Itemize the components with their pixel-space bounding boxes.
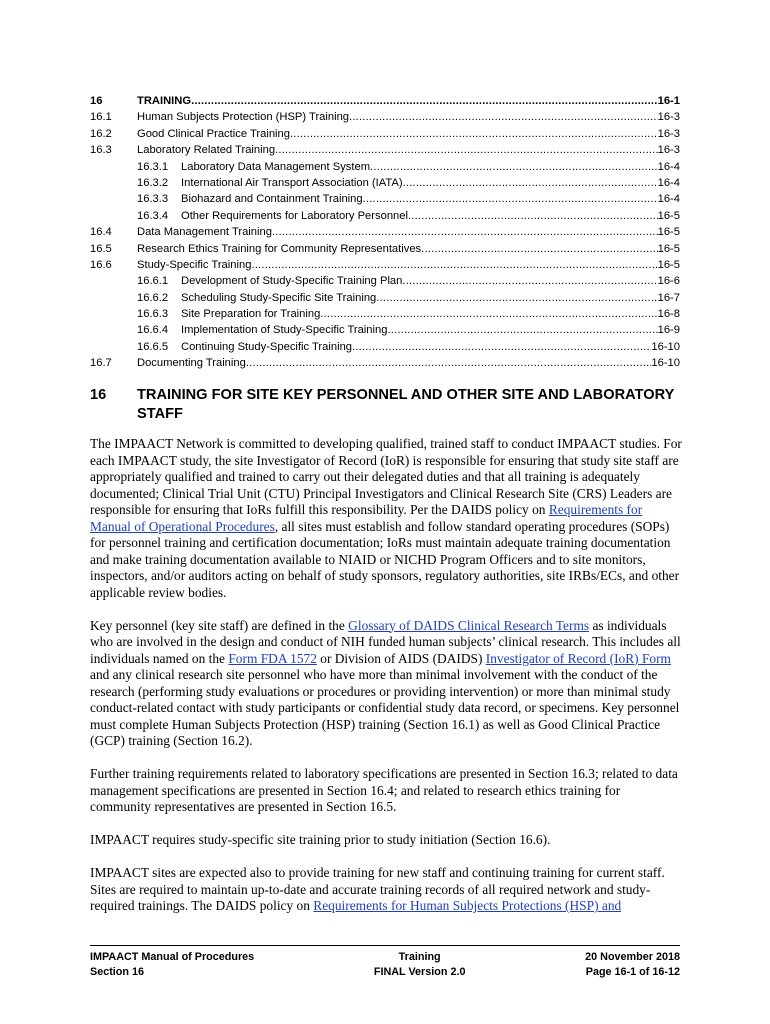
paragraph-2 <box>90 618 682 750</box>
toc-page: 16-9 <box>657 324 680 337</box>
toc-number: 16.6.1 <box>137 275 169 288</box>
text-run: and any clinical research site personnel who have more than minimal involvement with the conduct of the research (performing study evaluations or procedures or providing intervention) or more than minimal study conduct-related contact with study participants or confidential study data record, or specimens. Key personnel must complete Human Subjects Protection (HSP) training (Section 16.1) as well as Good Clinical Practice (GCP) training (Section 16.2). <box>90 667 680 748</box>
toc-leader <box>320 306 657 322</box>
toc-page: 16-5 <box>657 242 680 255</box>
toc-leader <box>376 290 657 306</box>
footer-page-number: Page 16-1 of 16-12 <box>585 965 680 978</box>
toc-number: 16.6.5 <box>137 340 169 353</box>
toc-leader <box>275 142 658 158</box>
toc-page: 16-10 <box>651 340 680 353</box>
toc-title: Continuing Study-Specific Training <box>181 340 353 353</box>
toc-row-16[interactable] <box>90 93 680 109</box>
toc-title: Human Subjects Protection (HSP) Training <box>137 111 350 124</box>
section-number: 16 <box>90 387 107 403</box>
toc-page: 16-5 <box>657 258 680 271</box>
footer-date: 20 November 2018 <box>585 951 680 963</box>
toc-number: 16.3.1 <box>137 160 169 173</box>
footer-left <box>90 950 254 979</box>
toc-leader <box>272 224 658 240</box>
toc-number: 16.1 <box>90 111 112 124</box>
toc-leader <box>402 273 657 289</box>
toc-number: 16.6.3 <box>137 308 169 321</box>
toc-title: Scheduling Study-Specific Site Training <box>181 291 377 304</box>
toc-row-16-3-4[interactable] <box>90 208 680 224</box>
toc-row-16-3-3[interactable] <box>90 191 680 207</box>
toc-title: Biohazard and Containment Training <box>181 193 363 206</box>
link-form-fda-1572[interactable]: Form FDA 1572 <box>228 650 317 666</box>
footer-center <box>374 950 466 979</box>
toc-title: Data Management Training <box>137 226 272 239</box>
toc-leader <box>363 191 658 207</box>
footer-right <box>585 950 680 979</box>
toc-leader <box>246 355 652 371</box>
toc-leader <box>352 339 651 355</box>
table-of-contents <box>90 93 680 372</box>
toc-row-16-6-1[interactable] <box>90 273 680 289</box>
paragraph-1 <box>90 436 682 601</box>
toc-number: 16.3 <box>90 144 112 157</box>
text-run: The IMPAACT Network is committed to developing qualified, trained staff to conduct IMPAACT studies. For each IMPAACT study, the site Investigator of Record (IoR) is responsible for ensuring that study site staff are appropriately qualified and trained to carry out their delegated duties and that all training is adequately documented; Clinical Trial Unit (CTU) Principal Investigators and Clinical Research Site (CRS) Leaders are responsible for ensuring that IoRs fulfill this responsibility. Per the DAIDS policy on <box>90 436 682 517</box>
toc-page: 16-7 <box>657 291 680 304</box>
toc-page: 16-3 <box>657 127 680 140</box>
toc-title: Other Requirements for Laboratory Personnel <box>181 209 408 222</box>
toc-page: 16-5 <box>657 226 680 239</box>
toc-leader <box>349 109 658 125</box>
paragraph-5 <box>90 865 682 915</box>
toc-number: 16.2 <box>90 127 112 140</box>
toc-title: Research Ethics Training for Community Representatives <box>137 242 422 255</box>
toc-title: Good Clinical Practice Training <box>137 127 290 140</box>
footer-topic: Training <box>398 951 441 963</box>
toc-row-16-5[interactable] <box>90 241 680 257</box>
toc-row-16-7[interactable] <box>90 355 680 371</box>
toc-number: 16.6.4 <box>137 324 169 337</box>
toc-title: Laboratory Related Training <box>137 144 276 157</box>
text-run: IMPAACT sites are expected also to provide training for new staff and continuing training for current staff. Sites are required to maintain up-to-date and accurate training records of all required network and study-required trainings. The DAIDS policy on <box>90 865 665 913</box>
link-ior-form[interactable]: Investigator of Record (IoR) Form <box>485 650 671 666</box>
footer-section: Section 16 <box>90 965 145 978</box>
toc-page: 16-4 <box>657 176 680 189</box>
toc-title: Implementation of Study-Specific Training <box>181 324 388 337</box>
toc-number: 16.5 <box>90 242 112 255</box>
toc-row-16-6-3[interactable] <box>90 306 680 322</box>
page-footer <box>90 945 680 979</box>
toc-row-16-3-2[interactable] <box>90 175 680 191</box>
toc-number: 16 <box>90 95 103 107</box>
text-run: as individuals who are involved in the design and conduct of NIH funded human subjects’ clinical research. This includes all individuals named on the <box>90 617 681 666</box>
toc-title: Laboratory Data Management System <box>181 160 371 173</box>
toc-number: 16.6.2 <box>137 291 169 304</box>
toc-number: 16.4 <box>90 226 112 239</box>
text-run: or Division of AIDS (DAIDS) <box>316 650 486 666</box>
toc-title: Development of Study-Specific Training Plan <box>181 275 403 288</box>
body-text <box>90 436 682 931</box>
toc-page: 16-3 <box>657 144 680 157</box>
toc-number: 16.7 <box>90 357 112 370</box>
toc-page: 16-4 <box>657 193 680 206</box>
toc-page: 16-8 <box>657 308 680 321</box>
toc-leader <box>408 208 658 224</box>
toc-page: 16-10 <box>651 357 680 370</box>
toc-number: 16.6 <box>90 258 112 271</box>
toc-title: International Air Transport Association (IATA) <box>181 176 403 189</box>
toc-page: 16-3 <box>657 111 680 124</box>
toc-leader <box>191 93 658 109</box>
toc-title: Site Preparation for Training <box>181 308 321 321</box>
toc-row-16-6-2[interactable] <box>90 290 680 306</box>
link-glossary-daids-terms[interactable]: Glossary of DAIDS Clinical Research Terms <box>348 617 590 633</box>
toc-leader <box>370 159 658 175</box>
toc-row-16-4[interactable] <box>90 224 680 240</box>
paragraph-3: Further training requirements related to laboratory specifications are presented in Section 16.3; related to data management specifications are presented in Section 16.4; and related to research ethics training for community representatives are presented in Section 16.5. <box>90 766 678 814</box>
toc-title: TRAINING <box>137 95 192 107</box>
toc-row-16-6-5[interactable] <box>90 339 680 355</box>
text-run: , all sites must establish and follow standard operating procedures (SOPs) for personnel training and certification documentation; IoRs must maintain adequate training documentation and make training documentation available to NIAID or NICHD Program Officers and to site monitors, inspectors, and/or auditors acting on behalf of study sponsors, regulatory authorities, site IRBs/ECs, and other applicable review bodies. <box>90 518 680 600</box>
toc-row-16-3-1[interactable] <box>90 159 680 175</box>
paragraph-4: IMPAACT requires study-specific site training prior to study initiation (Section 16.6). <box>90 832 551 847</box>
toc-leader <box>421 241 657 257</box>
toc-row-16-6[interactable] <box>90 257 680 273</box>
footer-version: FINAL Version 2.0 <box>373 965 466 978</box>
toc-page: 16-4 <box>657 160 680 173</box>
toc-page: 16-1 <box>657 95 680 107</box>
toc-page: 16-5 <box>657 209 680 222</box>
toc-title: Study-Specific Training <box>137 258 252 271</box>
toc-leader <box>251 257 657 273</box>
link-requirements-hsp[interactable]: Requirements for Human Subjects Protections (HSP) and <box>313 898 622 913</box>
section-title: TRAINING FOR SITE KEY PERSONNEL AND OTHER SITE AND LABORATORY STAFF <box>137 387 675 422</box>
link-requirements-manual-operational-procedures[interactable]: Requirements for Manual of Operational Procedures <box>90 502 643 534</box>
toc-number: 16.3.2 <box>137 176 169 189</box>
toc-number: 16.3.3 <box>137 193 169 206</box>
toc-leader <box>290 126 658 142</box>
footer-manual-title: IMPAACT Manual of Procedures <box>90 951 255 963</box>
toc-row-16-6-4[interactable] <box>90 322 680 338</box>
section-heading <box>90 386 680 424</box>
toc-number: 16.3.4 <box>137 209 169 222</box>
toc-row-16-3[interactable] <box>90 142 680 158</box>
toc-title: Documenting Training <box>137 357 246 370</box>
toc-row-16-1[interactable] <box>90 109 680 125</box>
toc-row-16-2[interactable] <box>90 126 680 142</box>
toc-page: 16-6 <box>657 275 680 288</box>
toc-leader <box>403 175 658 191</box>
text-run: Key personnel (key site staff) are defined in the <box>90 617 349 633</box>
toc-leader <box>387 322 657 338</box>
